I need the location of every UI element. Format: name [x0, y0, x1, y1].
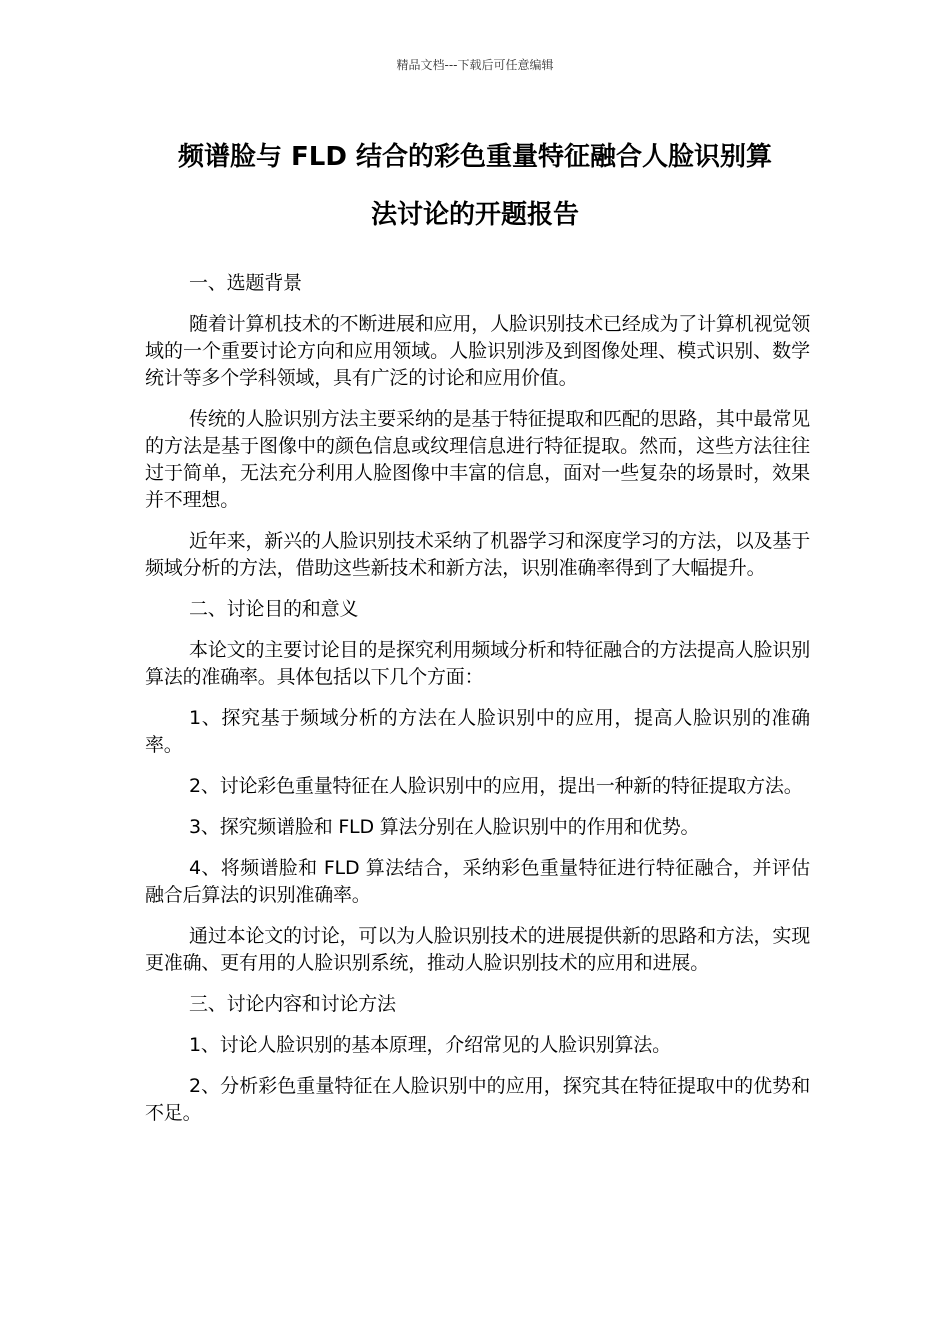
paragraph-purpose-conclusion: 通过本论文的讨论，可以为人脸识别技术的进展提供新的思路和方法，实现更准确、更有用的人脸识别系统，推动人脸识别技术的应用和进展。: [145, 925, 810, 974]
paragraph-background-2: 传统的人脸识别方法主要采纳的是基于特征提取和匹配的思路，其中最常见的方法是基于图像中的颜色信息或纹理信息进行特征提取。然而，这些方法往往过于简单，无法充分利用人脸图像中丰富的信息，面对一些复杂的场景时，效果并不理想。: [145, 408, 810, 511]
list-item-purpose-1: 1、探究基于频域分析的方法在人脸识别中的应用，提高人脸识别的准确率。: [145, 707, 810, 756]
page-header-note: 精品文档---下载后可任意编辑: [396, 58, 554, 72]
list-item-methods-2: 2、分析彩色重量特征在人脸识别中的应用，探究其在特征提取中的优势和不足。: [145, 1075, 810, 1124]
paragraph-purpose-intro: 本论文的主要讨论目的是探究利用频域分析和特征融合的方法提高人脸识别算法的准确率。具体包括以下几个方面：: [145, 639, 810, 688]
paragraph-background-1: 随着计算机技术的不断进展和应用，人脸识别技术已经成为了计算机视觉领域的一个重要讨论方向和应用领域。人脸识别涉及到图像处理、模式识别、数学统计等多个学科领域，具有广泛的讨论和应用价值。: [145, 313, 810, 389]
document-title-line-2: 法讨论的开题报告: [370, 200, 579, 230]
document-body: [145, 270, 810, 1141]
list-item-purpose-2: 2、讨论彩色重量特征在人脸识别中的应用，提出一种新的特征提取方法。: [189, 775, 803, 797]
list-item-methods-1: 1、讨论人脸识别的基本原理，介绍常见的人脸识别算法。: [189, 1034, 671, 1056]
section-heading-background: 一、选题背景: [189, 272, 302, 294]
document-title: [120, 128, 830, 244]
paragraph-background-3: 近年来，新兴的人脸识别技术采纳了机器学习和深度学习的方法，以及基于频域分析的方法，借助这些新技术和新方法，识别准确率得到了大幅提升。: [145, 530, 810, 579]
section-heading-purpose: 二、讨论目的和意义: [189, 598, 359, 620]
list-item-purpose-3: 3、探究频谱脸和 FLD 算法分别在人脸识别中的作用和优势。: [189, 816, 700, 838]
document-title-line-1: 频谱脸与 FLD 结合的彩色重量特征融合人脸识别算: [177, 142, 772, 172]
section-heading-methods: 三、讨论内容和讨论方法: [189, 993, 396, 1015]
list-item-purpose-4: 4、将频谱脸和 FLD 算法结合，采纳彩色重量特征进行特征融合，并评估融合后算法的识别准确率。: [145, 857, 810, 906]
